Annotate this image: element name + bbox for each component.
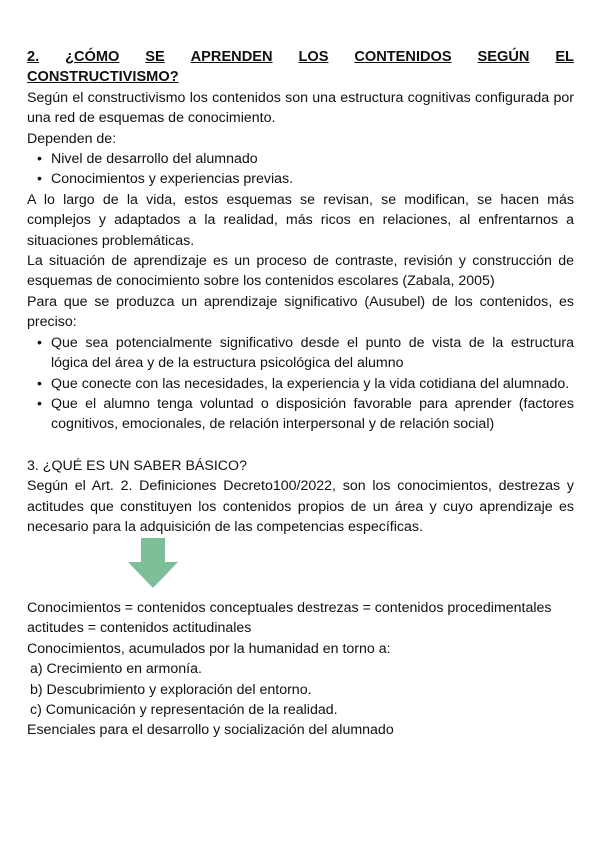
summary-closing: Esenciales para el desarrollo y socialización del alumnado bbox=[27, 722, 394, 739]
paragraph: Para que se produzca un aprendizaje significativo (Ausubel) de los contenidos, es preciso: bbox=[27, 293, 574, 331]
heading-word: SEGÚN bbox=[477, 49, 530, 65]
summary-item: a) Crecimiento en armonía. bbox=[30, 661, 202, 678]
section-2 bbox=[27, 47, 574, 435]
list-item: • Que conecte con las necesidades, la experiencia y la vida cotidiana del alumnado. bbox=[51, 374, 574, 394]
heading-word: ¿CÓMO bbox=[65, 49, 120, 65]
summary-item: b) Descubrimiento y exploración del entorno. bbox=[30, 681, 312, 698]
down-arrow-icon bbox=[128, 538, 178, 588]
summary-line: Conocimientos = contenidos conceptuales destrezas = contenidos procedimentales bbox=[27, 600, 552, 616]
paragraph: Según el Art. 2. Definiciones Decreto100/2022, son los conocimientos, destrezas y actitudes que constituyen los contenidos propios de un área y cuyo aprendizaje es necesario para la adquisición de las competencias específicas. bbox=[27, 478, 574, 536]
heading-word: LOS bbox=[298, 49, 329, 65]
conditions-list bbox=[27, 333, 574, 435]
section-2-heading bbox=[27, 47, 574, 88]
paragraph: La situación de aprendizaje es un proceso de contraste, revisión y construcción de esquemas de conocimiento sobre los contenidos escolares (Zabala, 2005) bbox=[27, 253, 574, 290]
summary-item: c) Comunicación y representación de la realidad. bbox=[30, 702, 338, 719]
section-3 bbox=[27, 456, 574, 538]
heading-word: 2. bbox=[27, 49, 40, 65]
heading-line-2: CONSTRUCTIVISMO? bbox=[27, 69, 179, 86]
list-item: • Nivel de desarrollo del alumnado bbox=[51, 149, 574, 169]
depends-list bbox=[27, 149, 574, 190]
heading-word: EL bbox=[555, 49, 574, 65]
list-item: • Conocimientos y experiencias previas. bbox=[51, 169, 574, 189]
paragraph: A lo largo de la vida, estos esquemas se revisan, se modifican, se hacen más complejos y adaptados a la realidad, más ricos en relaciones, al enfrentarnos a situaciones problemáticas. bbox=[27, 191, 574, 249]
list-item: • Que el alumno tenga voluntad o disposición favorable para aprender (factores cognitivos, emocionales, de relación interpersonal y de relación social) bbox=[51, 394, 574, 435]
heading-word: SE bbox=[145, 49, 165, 65]
list-item: • Que sea potencialmente significativo desde el punto de vista de la estructura lógica del área y de la estructura psicológica del alumno bbox=[51, 333, 574, 374]
depends-label: Dependen de: bbox=[27, 130, 117, 147]
summary-line: Conocimientos, acumulados por la humanidad en torno a: bbox=[27, 640, 391, 657]
heading-word: APRENDEN bbox=[190, 49, 273, 65]
paragraph: Según el constructivismo los contenidos son una estructura cognitivas configurada por una red de esquemas de conocimiento. bbox=[27, 89, 574, 127]
section-3-heading: 3. ¿QUÉ ES UN SABER BÁSICO? bbox=[27, 458, 247, 474]
summary-section bbox=[27, 598, 574, 741]
heading-word: CONTENIDOS bbox=[354, 49, 452, 65]
summary-line: actitudes = contenidos actitudinales bbox=[27, 620, 252, 637]
